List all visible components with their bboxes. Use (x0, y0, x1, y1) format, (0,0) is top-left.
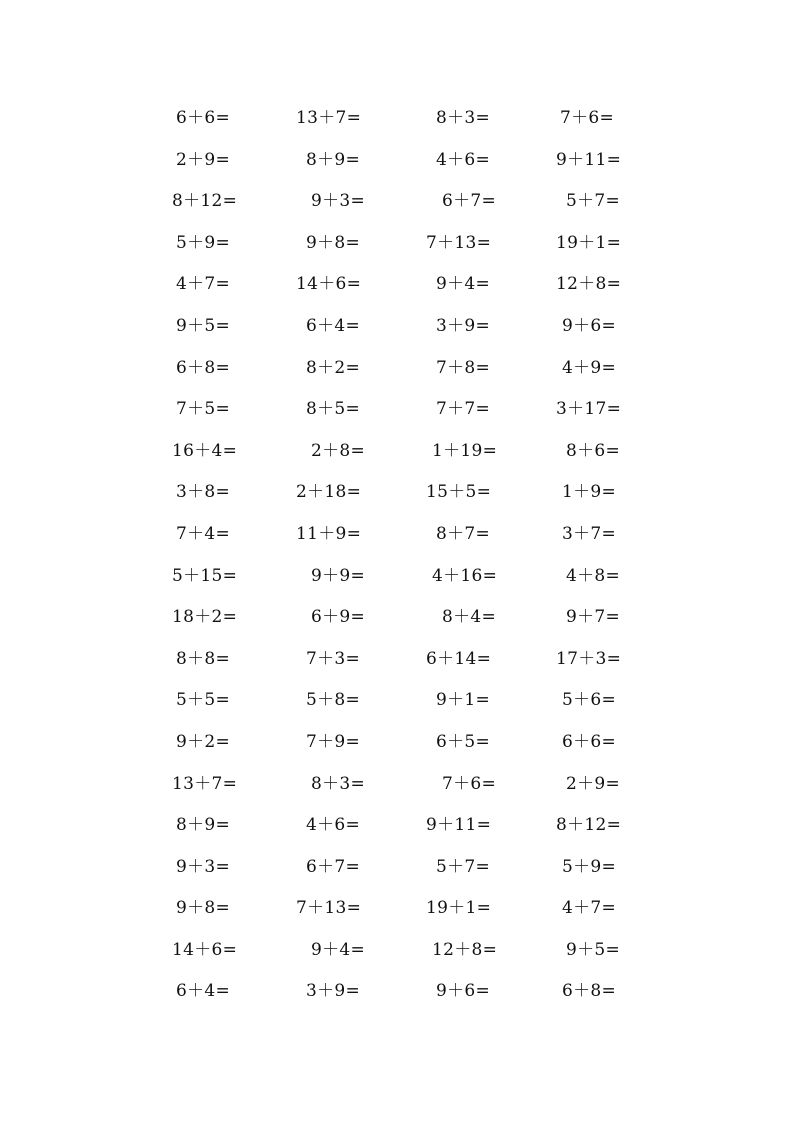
addition-problem: 6＋14= (426, 648, 492, 669)
addition-problem: 8＋2= (306, 357, 361, 378)
addition-problem: 2＋18= (296, 482, 362, 503)
addition-problem: 9＋4= (311, 939, 366, 960)
addition-problem: 6＋8= (176, 357, 231, 378)
addition-problem: 9＋2= (176, 731, 231, 752)
addition-problem: 5＋15= (172, 565, 238, 586)
addition-problem: 1＋19= (432, 440, 498, 461)
addition-problem: 8＋8= (176, 648, 231, 669)
addition-problem: 9＋9= (311, 565, 366, 586)
addition-problem: 7＋5= (176, 399, 231, 420)
addition-problem: 9＋5= (176, 315, 231, 336)
problem-row (162, 98, 642, 140)
addition-problem: 8＋5= (306, 399, 361, 420)
addition-problem: 19＋1= (556, 232, 622, 253)
addition-problem: 9＋8= (306, 232, 361, 253)
problem-row (162, 639, 642, 681)
problem-row (162, 181, 642, 223)
addition-problem: 9＋6= (562, 315, 617, 336)
addition-problem: 19＋1= (426, 898, 492, 919)
addition-problem: 6＋7= (306, 856, 361, 877)
addition-problem: 8＋9= (306, 149, 361, 170)
addition-problem: 6＋4= (306, 315, 361, 336)
problem-row (162, 514, 642, 556)
addition-problem: 12＋8= (432, 939, 498, 960)
addition-problem: 5＋9= (176, 232, 231, 253)
problem-row (162, 264, 642, 306)
addition-problem: 12＋8= (556, 274, 622, 295)
addition-problem: 17＋3= (556, 648, 622, 669)
addition-problem: 5＋5= (176, 690, 231, 711)
addition-problem: 6＋5= (436, 731, 491, 752)
addition-problem: 4＋7= (176, 274, 231, 295)
problem-row (162, 847, 642, 889)
addition-problem: 9＋8= (176, 898, 231, 919)
addition-problem-grid (162, 98, 642, 1013)
addition-problem: 8＋3= (311, 773, 366, 794)
addition-problem: 1＋9= (562, 482, 617, 503)
problem-row (162, 805, 642, 847)
addition-problem: 5＋7= (566, 191, 621, 212)
addition-problem: 13＋7= (172, 773, 238, 794)
addition-problem: 4＋8= (566, 565, 621, 586)
addition-problem: 7＋7= (436, 399, 491, 420)
addition-problem: 2＋9= (176, 149, 231, 170)
addition-problem: 4＋6= (436, 149, 491, 170)
addition-problem: 9＋11= (556, 149, 622, 170)
addition-problem: 14＋6= (172, 939, 238, 960)
addition-problem: 9＋6= (436, 981, 491, 1002)
addition-problem: 4＋9= (562, 357, 617, 378)
problem-row (162, 888, 642, 930)
addition-problem: 18＋2= (172, 607, 238, 628)
addition-problem: 8＋12= (556, 815, 622, 836)
addition-problem: 7＋6= (442, 773, 497, 794)
addition-problem: 15＋5= (426, 482, 492, 503)
problem-row (162, 971, 642, 1013)
addition-problem: 8＋12= (172, 191, 238, 212)
addition-problem: 8＋6= (566, 440, 621, 461)
problem-row (162, 680, 642, 722)
problem-row (162, 306, 642, 348)
addition-problem: 7＋8= (436, 357, 491, 378)
addition-problem: 4＋6= (306, 815, 361, 836)
addition-problem: 3＋17= (556, 399, 622, 420)
addition-problem: 7＋3= (306, 648, 361, 669)
addition-problem: 2＋8= (311, 440, 366, 461)
addition-problem: 9＋1= (436, 690, 491, 711)
addition-problem: 5＋7= (436, 856, 491, 877)
addition-problem: 6＋6= (176, 108, 231, 128)
addition-problem: 4＋7= (562, 898, 617, 919)
problem-row (162, 389, 642, 431)
addition-problem: 8＋7= (436, 523, 491, 544)
addition-problem: 6＋4= (176, 981, 231, 1002)
addition-problem: 13＋7= (296, 108, 362, 128)
addition-problem: 7＋4= (176, 523, 231, 544)
addition-problem: 6＋7= (442, 191, 497, 212)
addition-problem: 7＋13= (296, 898, 362, 919)
addition-problem: 3＋9= (436, 315, 491, 336)
problem-row (162, 140, 642, 182)
addition-problem: 3＋8= (176, 482, 231, 503)
problem-row (162, 472, 642, 514)
problem-row (162, 556, 642, 598)
addition-problem: 9＋11= (426, 815, 492, 836)
addition-problem: 2＋9= (566, 773, 621, 794)
problem-row (162, 764, 642, 806)
addition-problem: 9＋7= (566, 607, 621, 628)
addition-problem: 6＋9= (311, 607, 366, 628)
addition-problem: 16＋4= (172, 440, 238, 461)
addition-problem: 14＋6= (296, 274, 362, 295)
addition-problem: 9＋4= (436, 274, 491, 295)
addition-problem: 5＋6= (562, 690, 617, 711)
addition-problem: 7＋9= (306, 731, 361, 752)
addition-problem: 8＋3= (436, 108, 491, 128)
problem-row (162, 722, 642, 764)
addition-problem: 7＋13= (426, 232, 492, 253)
addition-problem: 8＋9= (176, 815, 231, 836)
addition-problem: 7＋6= (560, 108, 615, 128)
addition-problem: 6＋8= (562, 981, 617, 1002)
problem-row (162, 348, 642, 390)
addition-problem: 8＋4= (442, 607, 497, 628)
problem-row (162, 597, 642, 639)
addition-problem: 4＋16= (432, 565, 498, 586)
addition-problem: 3＋7= (562, 523, 617, 544)
addition-problem: 5＋8= (306, 690, 361, 711)
problem-row (162, 431, 642, 473)
problem-row (162, 223, 642, 265)
addition-problem: 5＋9= (562, 856, 617, 877)
addition-problem: 11＋9= (296, 523, 362, 544)
addition-problem: 9＋3= (311, 191, 366, 212)
addition-problem: 9＋3= (176, 856, 231, 877)
addition-problem: 3＋9= (306, 981, 361, 1002)
problem-row (162, 930, 642, 972)
addition-problem: 6＋6= (562, 731, 617, 752)
addition-problem: 9＋5= (566, 939, 621, 960)
